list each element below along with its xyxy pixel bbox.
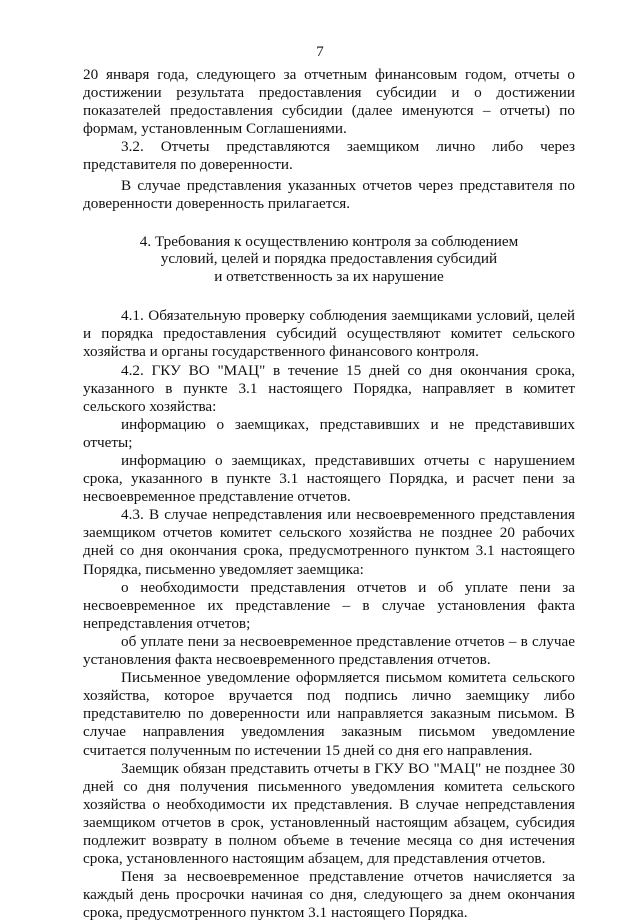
paragraph-4-2: 4.2. ГКУ ВО "МАЦ" в течение 15 дней со дня окончания срока, указанного в пункте 3.1 настоящего Порядка, направляет в комитет сельского хозяйства: <box>83 361 575 415</box>
paragraph-notice: Письменное уведомление оформляется письмом комитета сельского хозяйства, которое вручается под подпись лично заемщику либо представителю по доверенности или направляется заказным письмом. В случае направления уведомления заказным письмом уведомление считается полученным по истечении 15 дней со дня его направления. <box>83 669 575 759</box>
paragraph-4-2-item-2: информацию о заемщиках, представивших отчеты с нарушением срока, указанного в пункте 3.1 настоящего Порядка, и расчет пени за несвоевременное представление отчетов. <box>83 452 575 506</box>
paragraph-continuation: 20 января года, следующего за отчетным финансовым годом, отчеты о достижении результата предоставления субсидии и о достижении показателей предоставления субсидии (далее именуются – отчеты) по формам, установленным Соглашениями. <box>83 66 575 138</box>
section-heading-line-3: и ответственность за их нарушение <box>214 267 444 285</box>
paragraph-4-3: 4.3. В случае непредставления или несвоевременного представления заемщиком отчетов комитет сельского хозяйства не позднее 20 рабочих дней со дня окончания срока, предусмотренного пунктом 3.1 настоящего Порядка, письменно уведомляет заемщика: <box>83 506 575 578</box>
paragraph-4-2-item-1: информацию о заемщиках, представивших и не представивших отчеты; <box>83 415 575 451</box>
paragraph-3-2-representative: В случае представления указанных отчетов через представителя по доверенности доверенность прилагается. <box>83 176 575 212</box>
paragraph-4-3-item-2: об уплате пени за несвоевременное представление отчетов – в случае установления факта несвоевременного представления отчетов. <box>83 632 575 669</box>
section-heading-4 <box>83 233 575 286</box>
document-body <box>83 66 575 922</box>
page-number: 7 <box>316 44 324 60</box>
paragraph-borrower-obligation: Заемщик обязан представить отчеты в ГКУ ВО "МАЦ" не позднее 30 дней со дня получения письменного уведомления комитета сельского хозяйства о необходимости их представления. В случае непредставления заемщиком отчетов в срок, установленный настоящим абзацем, субсидия подлежит возврату в полном объеме в течение месяца со дня истечения срока, установленного настоящим абзацем, для представления отчетов. <box>83 759 575 868</box>
section-heading-line-1: 4. Требования к осуществлению контроля за соблюдением <box>139 232 519 250</box>
section-heading-line-2: условий, целей и порядка предоставления субсидий <box>160 250 498 268</box>
paragraph-4-1: 4.1. Обязательную проверку соблюдения заемщиками условий, целей и порядка предоставления субсидий осуществляют комитет сельского хозяйства и органы государственного финансового контроля. <box>83 307 575 361</box>
paragraph-3-2: 3.2. Отчеты представляются заемщиком лично либо через представителя по доверенности. <box>83 138 575 174</box>
paragraph-penalty: Пеня за несвоевременное представление отчетов начисляется за каждый день просрочки начиная со дня, следующего за днем окончания срока, предусмотренного пунктом 3.1 настоящего Порядка. <box>83 868 575 922</box>
paragraph-4-3-item-1: о необходимости представления отчетов и об уплате пени за несвоевременное их представление – в случае установления факта непредставления отчетов; <box>83 578 575 632</box>
